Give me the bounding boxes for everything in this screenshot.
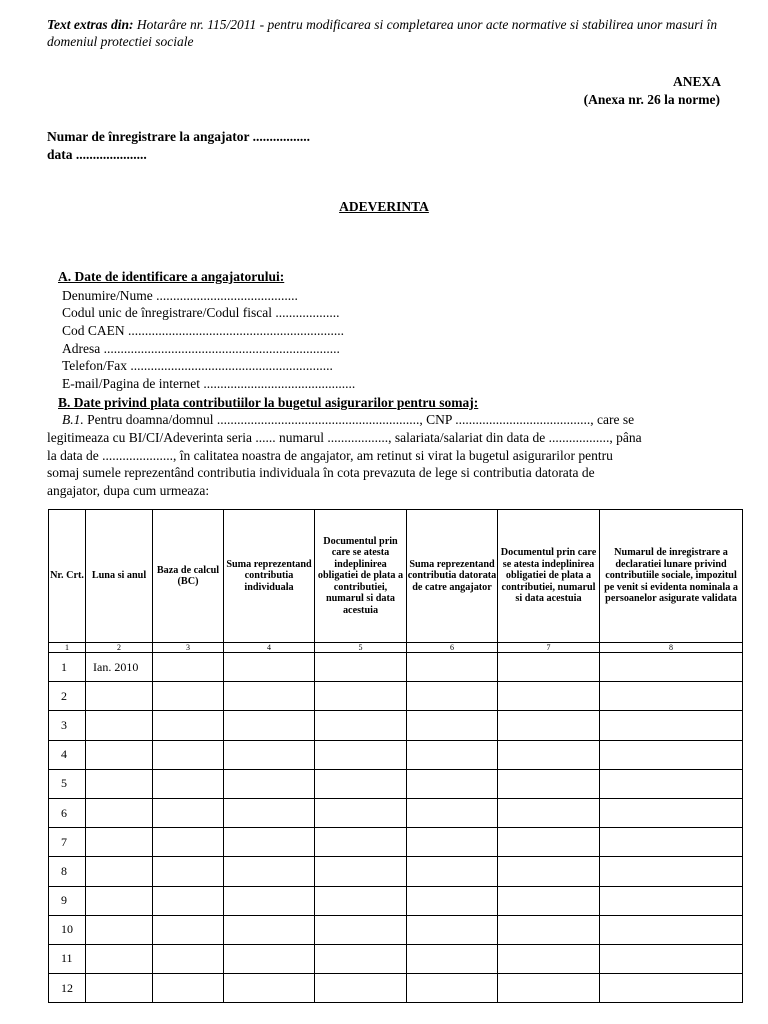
col-header-document-2: Documentul prin care se atesta indeplinirea obligatiei de plata a contributiei, numarul si data acestuia [498, 510, 600, 643]
row-cell [407, 769, 498, 798]
col-number: 7 [498, 643, 600, 653]
row-cell [153, 886, 224, 915]
table-row [49, 682, 743, 711]
table-row [49, 886, 743, 915]
table-row [49, 974, 743, 1003]
row-cell [224, 682, 315, 711]
row-cell [153, 915, 224, 944]
row-cell [315, 857, 407, 886]
row-cell [407, 740, 498, 769]
row-cell [153, 828, 224, 857]
table-row [49, 653, 743, 682]
row-cell [153, 682, 224, 711]
b1-line-2: legitimeaza cu BI/CI/Adeverinta seria ...... numarul .................., salariata/salariat din data de .................., pâna [47, 430, 642, 445]
row-cell [498, 828, 600, 857]
row-number: 1 [49, 653, 86, 682]
b1-line-4: somaj sumele reprezentând contributia individuala în cota prevazuta de lege si contributia datorata de [47, 465, 595, 480]
row-cell [498, 915, 600, 944]
col-header-suma-angajator: Suma reprezentand contributia datorata de catre angajator [407, 510, 498, 643]
row-cell [224, 798, 315, 827]
row-cell [600, 915, 743, 944]
col-number: 1 [49, 643, 86, 653]
row-cell [498, 740, 600, 769]
table-header-row [49, 510, 743, 643]
row-cell [498, 857, 600, 886]
row-cell [498, 711, 600, 740]
row-cell [315, 886, 407, 915]
row-month [86, 798, 153, 827]
row-cell [407, 944, 498, 973]
row-cell [224, 886, 315, 915]
row-cell [407, 974, 498, 1003]
annex-subtitle: (Anexa nr. 26 la norme) [583, 92, 720, 107]
row-cell [153, 769, 224, 798]
row-cell [407, 711, 498, 740]
row-number: 5 [49, 769, 86, 798]
b1-line-3: la data de ....................., în calitatea noastra de angajator, am retinut si virat la bugetul asigurarilor pentru [47, 448, 613, 463]
col-header-baza: Baza de calcul (BC) [153, 510, 224, 643]
b1-line-1 [62, 411, 634, 428]
row-number: 6 [49, 798, 86, 827]
contributions-table [48, 509, 743, 1003]
col-number: 6 [407, 643, 498, 653]
row-cell [315, 828, 407, 857]
row-cell [315, 974, 407, 1003]
row-number: 9 [49, 886, 86, 915]
table-row [49, 915, 743, 944]
row-cell [498, 974, 600, 1003]
row-cell [224, 915, 315, 944]
row-month: Ian. 2010 [86, 653, 153, 682]
row-number: 8 [49, 857, 86, 886]
row-cell [153, 974, 224, 1003]
header-text: Hotarâre nr. 115/2011 - pentru modificarea si completarea unor acte normative si stabilirea unor masuri în domeniul protectiei sociale [47, 17, 718, 49]
row-cell [600, 944, 743, 973]
row-cell [600, 857, 743, 886]
field-denumire: Denumire/Nume .......................................... [62, 288, 298, 303]
row-month [86, 828, 153, 857]
row-cell [600, 653, 743, 682]
row-cell [315, 944, 407, 973]
table-row [49, 798, 743, 827]
table-row [49, 769, 743, 798]
row-month [86, 769, 153, 798]
col-number: 8 [600, 643, 743, 653]
row-cell [407, 798, 498, 827]
row-month [86, 915, 153, 944]
row-cell [315, 798, 407, 827]
row-cell [315, 740, 407, 769]
field-email: E-mail/Pagina de internet ............................................. [62, 376, 356, 391]
col-number: 2 [86, 643, 153, 653]
row-month [86, 857, 153, 886]
row-cell [315, 769, 407, 798]
row-cell [315, 915, 407, 944]
row-cell [315, 711, 407, 740]
field-adresa: Adresa ...................................................................... [62, 341, 340, 356]
row-cell [153, 653, 224, 682]
row-number: 10 [49, 915, 86, 944]
b1-line-5: angajator, dupa cum urmeaza: [47, 483, 210, 498]
row-cell [153, 740, 224, 769]
row-cell [407, 653, 498, 682]
row-month [86, 944, 153, 973]
row-cell [600, 886, 743, 915]
row-month [86, 974, 153, 1003]
table-body [49, 653, 743, 1003]
row-cell [407, 915, 498, 944]
row-month [86, 711, 153, 740]
row-number: 2 [49, 682, 86, 711]
row-cell [498, 682, 600, 711]
row-cell [153, 944, 224, 973]
row-cell [153, 798, 224, 827]
row-cell [224, 711, 315, 740]
row-number: 11 [49, 944, 86, 973]
row-cell [224, 740, 315, 769]
row-cell [600, 682, 743, 711]
b1-line-1-text: Pentru doamna/domnul ............................................................, CNP ........................................, care se [83, 412, 635, 427]
table-row [49, 828, 743, 857]
col-header-suma-individuala: Suma reprezentand contributia individuala [224, 510, 315, 643]
row-cell [407, 886, 498, 915]
row-cell [498, 798, 600, 827]
row-cell [600, 798, 743, 827]
row-cell [498, 769, 600, 798]
row-cell [224, 944, 315, 973]
row-cell [153, 857, 224, 886]
col-number: 3 [153, 643, 224, 653]
col-number: 5 [315, 643, 407, 653]
row-cell [600, 740, 743, 769]
row-cell [498, 944, 600, 973]
row-number: 12 [49, 974, 86, 1003]
col-header-nr: Nr. Crt. [49, 510, 86, 643]
row-cell [498, 886, 600, 915]
column-number-row [49, 643, 743, 653]
field-cod-fiscal: Codul unic de înregistrare/Codul fiscal ................... [62, 305, 340, 320]
table-row [49, 857, 743, 886]
table-row [49, 711, 743, 740]
row-cell [600, 769, 743, 798]
row-cell [224, 769, 315, 798]
registration-number-line: Numar de înregistrare la angajator ................. [47, 129, 310, 144]
row-cell [600, 828, 743, 857]
row-cell [600, 974, 743, 1003]
row-month [86, 740, 153, 769]
field-cod-caen: Cod CAEN ................................................................ [62, 323, 345, 338]
table-row [49, 740, 743, 769]
row-cell [153, 711, 224, 740]
row-month [86, 682, 153, 711]
document-title: ADEVERINTA [339, 199, 429, 214]
row-cell [407, 682, 498, 711]
row-cell [315, 682, 407, 711]
row-cell [498, 653, 600, 682]
col-header-luna: Luna si anul [86, 510, 153, 643]
row-cell [407, 828, 498, 857]
field-telefon: Telefon/Fax ............................................................ [62, 358, 333, 373]
section-b-heading: B. Date privind plata contributiilor la bugetul asigurarilor pentru somaj: [58, 395, 479, 410]
row-number: 4 [49, 740, 86, 769]
b1-label: B.1. [62, 412, 84, 427]
col-number: 4 [224, 643, 315, 653]
section-a-heading: A. Date de identificare a angajatorului: [58, 269, 285, 284]
col-header-document-1: Documentul prin care se atesta indeplinirea obligatiei de plata a contributiei, numarul si data acestuia [315, 510, 407, 643]
annex-title: ANEXA [672, 74, 721, 89]
row-number: 3 [49, 711, 86, 740]
row-cell [224, 653, 315, 682]
row-number: 7 [49, 828, 86, 857]
table-row [49, 944, 743, 973]
row-cell [224, 857, 315, 886]
col-header-declaratie: Numarul de inregistrare a declaratiei lunare privind contributiile sociale, impozitul pe venit si evidenta nominala a persoanelor asigurate validata [600, 510, 743, 643]
document-header [47, 16, 747, 50]
header-label: Text extras din: [47, 17, 134, 32]
registration-date-line: data ..................... [47, 147, 147, 162]
row-cell [315, 653, 407, 682]
row-month [86, 886, 153, 915]
row-cell [224, 828, 315, 857]
row-cell [407, 857, 498, 886]
row-cell [600, 711, 743, 740]
row-cell [224, 974, 315, 1003]
